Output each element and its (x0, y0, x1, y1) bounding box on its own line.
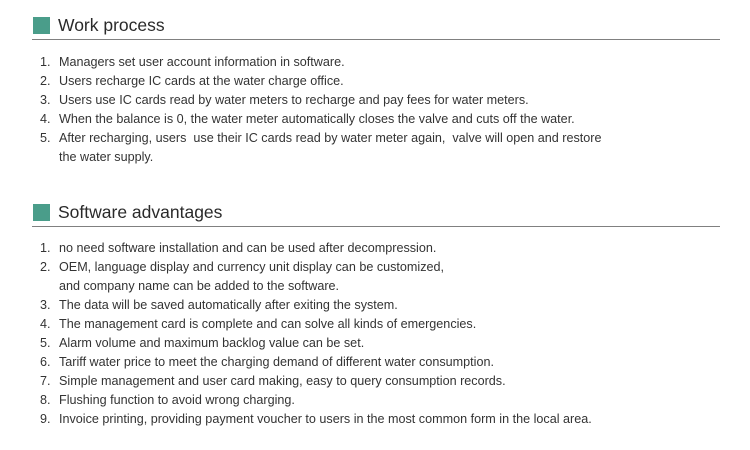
square-marker-icon (33, 204, 50, 221)
square-marker-icon (33, 17, 50, 34)
software-advantages-header (0, 199, 750, 227)
section-divider (32, 226, 720, 227)
work-process-list (40, 53, 730, 167)
list-item (40, 72, 730, 91)
item-number: 8. (40, 393, 51, 407)
item-text-continuation: the water supply. (59, 150, 154, 164)
item-text: Managers set user account information in software. (59, 55, 345, 69)
item-number: 3. (40, 298, 51, 312)
item-text: Alarm volume and maximum backlog value can be set. (59, 336, 365, 350)
item-number: 4. (40, 112, 51, 126)
item-text: Users recharge IC cards at the water charge office. (59, 74, 344, 88)
section-divider (32, 39, 720, 40)
item-text: Users use IC cards read by water meters to recharge and pay fees for water meters. (59, 93, 529, 107)
item-text: Invoice printing, providing payment voucher to users in the most common form in the local area. (59, 412, 592, 426)
item-text-continuation: and company name can be added to the software. (59, 279, 340, 293)
item-text: Flushing function to avoid wrong charging. (59, 393, 295, 407)
list-item (40, 239, 730, 258)
item-text: When the balance is 0, the water meter automatically closes the valve and cuts off the water. (59, 112, 575, 126)
item-number: 5. (40, 336, 51, 350)
item-number: 1. (40, 55, 51, 69)
work-process-title: Work process (58, 15, 165, 35)
list-item (40, 391, 730, 410)
software-advantages-list (40, 239, 730, 429)
item-text: Simple management and user card making, easy to query consumption records. (59, 374, 506, 388)
list-item (40, 91, 730, 110)
list-item (40, 372, 730, 391)
list-item (40, 129, 730, 167)
list-item (40, 258, 730, 296)
item-number: 3. (40, 93, 51, 107)
list-item (40, 110, 730, 129)
item-text: Tariff water price to meet the charging demand of different water consumption. (59, 355, 494, 369)
item-text: OEM, language display and currency unit display can be customized, (59, 260, 445, 274)
list-item (40, 296, 730, 315)
item-number: 7. (40, 374, 51, 388)
work-process-header (0, 12, 750, 40)
item-number: 5. (40, 131, 51, 145)
list-item (40, 334, 730, 353)
item-number: 2. (40, 260, 51, 274)
list-item (40, 53, 730, 72)
item-number: 4. (40, 317, 51, 331)
work-process-section (0, 12, 750, 164)
item-text: no need software installation and can be used after decompression. (59, 241, 437, 255)
item-text: The management card is complete and can solve all kinds of emergencies. (59, 317, 477, 331)
list-item (40, 353, 730, 372)
list-item (40, 410, 730, 429)
item-text: After recharging, users use their IC cards read by water meter again, valve will open and restore (59, 131, 602, 145)
item-number: 2. (40, 74, 51, 88)
item-number: 1. (40, 241, 51, 255)
item-number: 6. (40, 355, 51, 369)
list-item (40, 315, 730, 334)
software-advantages-title: Software advantages (58, 202, 223, 222)
software-advantages-section (0, 199, 750, 426)
item-text: The data will be saved automatically after exiting the system. (59, 298, 398, 312)
item-number: 9. (40, 412, 51, 426)
